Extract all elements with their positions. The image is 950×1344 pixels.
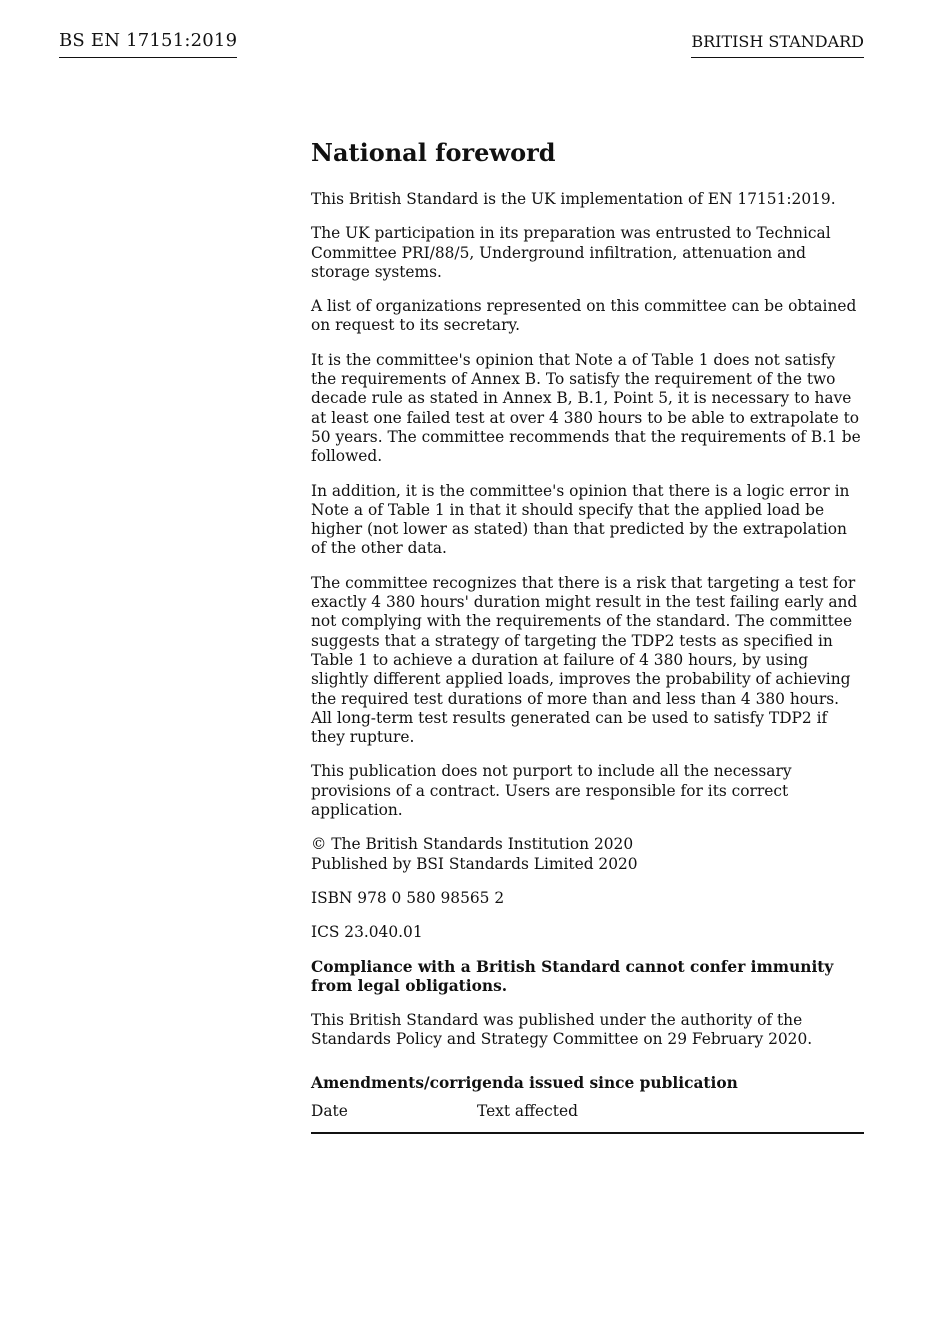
copyright-line: © The British Standards Institution 2020 — [311, 835, 634, 854]
foreword-paragraph-7: This publication does not purport to include all the necessary provisions of a contract. Users are responsible for its correct application. — [311, 762, 792, 820]
foreword-paragraph-1: This British Standard is the UK implementation of EN 17151:2019. — [311, 190, 836, 208]
foreword-paragraph-6: The committee recognizes that there is a risk that targeting a test for exactly 4 380 hours' duration might result in the test failing early and not complying with the requirements of the standard. The committee suggests that a strategy of targeting the TDP2 tests as specified in Table 1 to achieve a duration at failure of 4 380 hours, by using slightly different applied loads, improves the probability of achieving the required test durations of more than and less than 4 380 hours. All long-term test results generated can be used to satisfy TDP2 if they rupture. — [311, 573, 858, 747]
foreword-paragraph-5: In addition, it is the committee's opinion that there is a logic error in Note a of Table 1 in that it should specify that the applied load be higher (not lower as stated) than that predicted by the extrapolation of the other data. — [311, 481, 850, 558]
isbn: ISBN 978 0 580 98565 2 — [311, 888, 505, 907]
document-type: BRITISH STANDARD — [691, 32, 864, 58]
foreword-section — [311, 138, 864, 1134]
foreword-paragraph-2: The UK participation in its preparation was entrusted to Technical Committee PRI/88/5, Underground infiltration, attenuation and storage systems. — [311, 224, 831, 281]
authority-statement: This British Standard was published under the authority of the Standards Policy and Strategy Committee on 29 February 2020. — [311, 1011, 813, 1049]
amendments-text-header: Text affected — [477, 1101, 578, 1120]
published-line: Published by BSI Standards Limited 2020 — [311, 854, 638, 873]
foreword-paragraph-3: A list of organizations represented on this committee can be obtained on request to its secretary. — [311, 297, 857, 335]
publication-info — [311, 835, 864, 874]
compliance-statement: Compliance with a British Standard cannot confer immunity from legal obligations. — [311, 957, 834, 995]
page-title: National foreword — [311, 138, 556, 167]
document-number: BS EN 17151:2019 — [59, 30, 237, 58]
amendments-table — [311, 1102, 864, 1134]
amendments-date-header: Date — [311, 1101, 348, 1120]
foreword-paragraph-4: It is the committee's opinion that Note a of Table 1 does not satisfy the requirements of Annex B. To satisfy the requirement of the two decade rule as stated in Annex B, B.1, Point 5, it is necessary to have at least one failed test at over 4 380 hours to be able to extrapolate to 50 years. The committee recommends that the requirements of B.1 be followed. — [311, 350, 861, 466]
ics-code: ICS 23.040.01 — [311, 923, 423, 942]
amendments-heading: Amendments/corrigenda issued since publication — [311, 1073, 738, 1092]
